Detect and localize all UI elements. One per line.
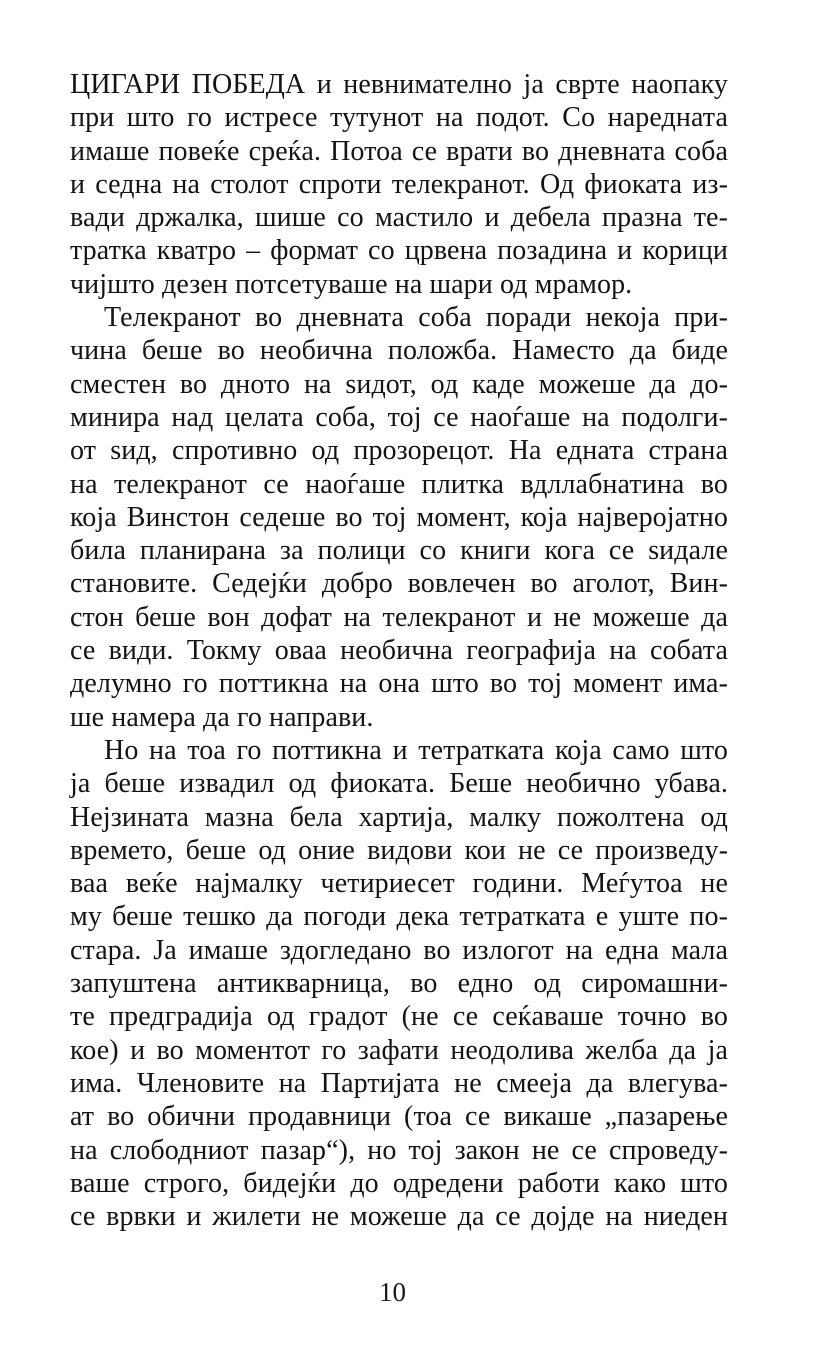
text-line: от ѕид, спротивно од прозорецот. На едната страна (70, 435, 728, 467)
text-line: се види. Токму оваа необична географија на собата (70, 635, 728, 667)
text-line: ја беше извадил од фиоката. Беше необично убава. (70, 768, 728, 800)
text-line: која Винстон седеше во тој момент, која најверојатно (70, 501, 728, 533)
text-line: ваа веќе најмалку четириесет години. Меѓутоа не (70, 868, 728, 900)
text-line: делумно го поттикна на она што во тој момент има- (70, 668, 728, 700)
text-line: Нејзината мазна бела хартија, малку пожолтена од (70, 801, 728, 833)
text-line: и седна на столот спроти телекранот. Од фиоката из- (70, 168, 728, 200)
paragraph (70, 734, 728, 1233)
text-line: ат во обични продавници (тоа се викаше „пазарење (70, 1101, 728, 1133)
text-line: ЦИГАРИ ПОБЕДА и невнимателно ја сврте наопаку (70, 69, 728, 100)
text-line: имаше повеќе среќа. Потоа се врати во дневната соба (70, 135, 728, 167)
page-text (70, 68, 728, 1233)
text-line: му беше тешко да погоди дека тетратката е уште по- (70, 901, 728, 933)
text-line: стон беше вон дофат на телекранот и не можеше да (70, 601, 728, 633)
text-line: се врвки и жилети не можеше да се дојде на ниеден (70, 1201, 728, 1233)
page-number: 10 (379, 1277, 406, 1307)
text-line: на телекранот се наоѓаше плитка вдллабнатина во (70, 468, 728, 500)
text-line: минира над целата соба, тој се наоѓаше на подолги- (70, 401, 728, 433)
text-line: чијшто дезен потсетуваше на шари од мрамор. (70, 268, 633, 300)
paragraph (70, 301, 728, 734)
text-line: те предградија од градот (не се сеќаваше точно во (70, 1001, 728, 1033)
text-line: ше намера да го направи. (70, 701, 374, 733)
text-line: при што го истресе тутунот на подот. Со наредната (70, 102, 728, 134)
paragraph (70, 68, 728, 301)
text-line: Телекранот во дневната соба поради некоја при- (104, 302, 728, 334)
text-line: кое) и во моментот го зафати неодолива желба да ја (70, 1034, 728, 1066)
text-line: ваше строго, бидејќи до одредени работи како што (70, 1167, 728, 1199)
text-line: запуштена антикварница, во едно од сиромашни- (70, 968, 728, 1000)
text-line: чина беше во необична положба. Наместо да биде (70, 335, 728, 367)
text-line: сместен во дното на ѕидот, од каде можеше да до- (70, 368, 728, 400)
text-line: има. Членовите на Партијата не смееја да влегува- (70, 1067, 728, 1099)
text-line: стара. Ја имаше здогледано во излогот на една мала (70, 934, 728, 966)
text-line: на слободниот пазар“), но тој закон не се спроведу- (70, 1134, 728, 1166)
text-line: становите. Седејќи добро вовлечен во аголот, Вин- (70, 568, 728, 600)
text-line: времето, беше од оние видови кои не се произведу- (70, 834, 728, 866)
text-line: била планирана за полици со книги кога се ѕидале (70, 535, 728, 567)
text-line: вади држалка, шише со мастило и дебела празна те- (70, 202, 728, 234)
text-line: Но на тоа го поттикна и тетратката која само што (104, 734, 728, 766)
text-line: тратка кватро – формат со црвена позадина и корици (70, 235, 728, 267)
